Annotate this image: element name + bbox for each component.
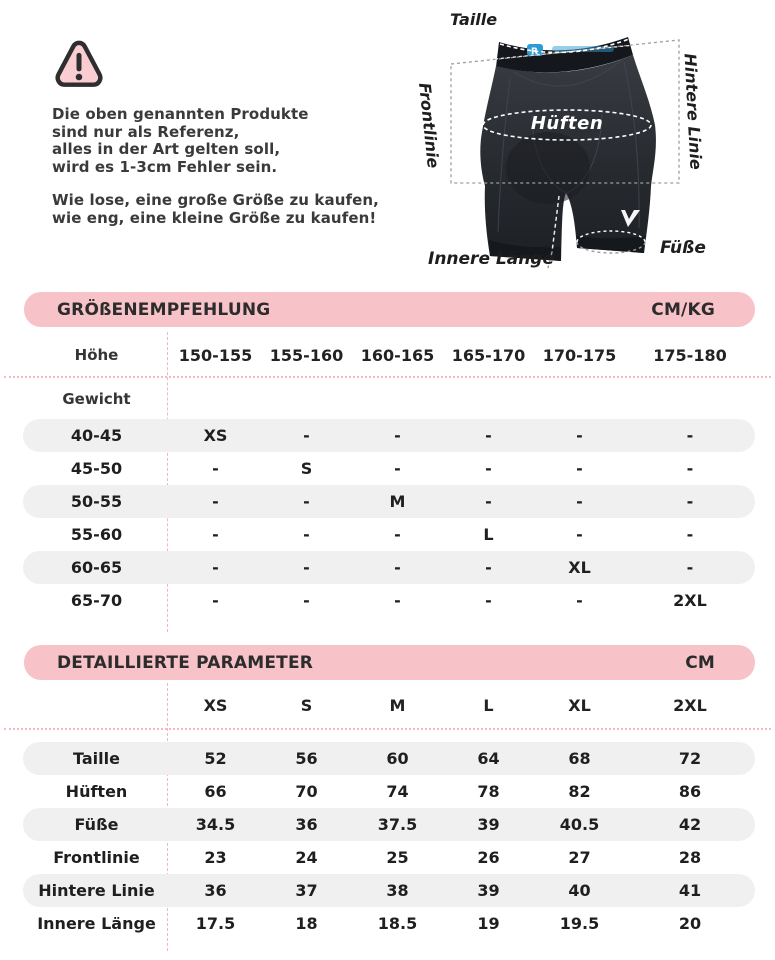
row-label: 65-70 [70, 591, 123, 610]
table-cell: - [576, 459, 583, 478]
table-cell: 23 [204, 848, 227, 867]
table-cell: 36 [295, 815, 318, 834]
table-cell: 72 [678, 749, 702, 768]
table-cell: 19.5 [559, 914, 600, 933]
table-cell: - [212, 459, 219, 478]
table-cell: 74 [386, 782, 409, 801]
dotted-divider [4, 376, 771, 378]
table-cell: - [303, 525, 310, 544]
table-cell: - [303, 426, 310, 445]
table-cell: XL [568, 558, 591, 577]
table-cell: 78 [477, 782, 500, 801]
table-cell: 86 [678, 782, 702, 801]
hueften-label: Hüften [530, 113, 604, 134]
table-cell: - [212, 558, 219, 577]
table-cell: - [576, 525, 583, 544]
table-cell: M [389, 492, 406, 511]
shorts-illustration [400, 0, 775, 290]
size-header-row [23, 689, 755, 721]
fuesse-label: Füße [660, 238, 706, 258]
notice-line: Die oben genannten Produkte [52, 105, 309, 123]
frontlinie-label: Frontlinie [415, 81, 443, 170]
table-cell: - [212, 525, 219, 544]
size-recommendation-rows [23, 419, 755, 617]
table-cell: - [394, 426, 401, 445]
weight-axis-row [23, 380, 755, 418]
table-cell: S [300, 459, 313, 478]
table-row [23, 551, 755, 584]
table-row [23, 742, 755, 775]
shorts-measurement-diagram [400, 0, 775, 290]
table-cell: - [394, 459, 401, 478]
table-cell: 24 [295, 848, 318, 867]
column-header: 170-175 [542, 345, 617, 365]
chamois-pad [506, 132, 590, 204]
table-cell: - [394, 558, 401, 577]
row-label: Taille [73, 749, 120, 768]
table-cell: 36 [204, 881, 227, 900]
table-cell: 39 [477, 815, 500, 834]
table-cell: - [212, 492, 219, 511]
warning-triangle-icon [54, 36, 104, 94]
table-cell: XS [203, 426, 228, 445]
column-header: M [389, 695, 406, 715]
table-cell: - [485, 426, 492, 445]
table-row [23, 874, 755, 907]
detailed-parameters-table [0, 645, 775, 960]
notice-line: sind nur als Referenz, [52, 122, 240, 141]
table-cell: - [394, 591, 401, 610]
row-label: Hüften [65, 782, 128, 801]
table-cell: 56 [295, 749, 318, 768]
hintere-linie-label: Hintere Linie [680, 52, 706, 171]
table-cell: - [686, 558, 694, 577]
table-cell: 37 [295, 881, 318, 900]
table-cell: - [394, 525, 401, 544]
notice-line: wie eng, eine kleine Größe zu kaufen! [52, 208, 377, 227]
table-cell: 27 [568, 848, 591, 867]
table-cell: 70 [295, 782, 318, 801]
size-recommendation-table [0, 292, 775, 644]
table-row [23, 775, 755, 808]
table-cell: 60 [386, 749, 409, 768]
height-axis-label: Höhe [74, 346, 119, 364]
table-row [23, 584, 755, 617]
table-cell: - [576, 426, 583, 445]
table-cell: - [212, 591, 219, 610]
table-cell: 28 [678, 848, 702, 867]
table-cell: 18.5 [377, 914, 418, 933]
column-header: XS [203, 695, 228, 715]
column-header: 2XL [673, 695, 707, 715]
innere-laenge-label: Innere Länge [428, 249, 554, 269]
table-cell: 26 [477, 848, 500, 867]
height-header-row [23, 339, 755, 371]
table-cell: - [576, 492, 583, 511]
row-label: 60-65 [70, 558, 123, 577]
table-row [23, 485, 755, 518]
table-cell: 41 [678, 881, 702, 900]
table-cell: 20 [678, 914, 702, 933]
table-cell: - [485, 459, 492, 478]
param-table-title: DETAILLIERTE PARAMETER [57, 652, 314, 673]
table-row [23, 808, 755, 841]
column-header: L [483, 695, 494, 715]
table-cell: - [303, 591, 310, 610]
table-row [23, 518, 755, 551]
size-table-banner [24, 292, 755, 327]
table-cell: 64 [477, 749, 500, 768]
table-cell: 17.5 [195, 914, 236, 933]
row-label: Füße [74, 815, 119, 834]
table-cell: - [485, 492, 492, 511]
notice-line: Wie lose, eine große Größe zu kaufen, [52, 191, 379, 209]
column-header: 165-170 [451, 345, 526, 365]
row-label: 50-55 [70, 492, 123, 511]
row-label: Frontlinie [53, 848, 140, 867]
table-cell: - [303, 558, 310, 577]
table-cell: 25 [386, 848, 409, 867]
table-cell: 19 [477, 914, 500, 933]
detailed-parameters-rows [23, 742, 755, 940]
row-label: 40-45 [70, 426, 123, 445]
column-header: XL [568, 695, 591, 715]
column-header: 175-180 [653, 345, 727, 365]
table-cell: - [686, 459, 694, 478]
table-cell: - [686, 525, 694, 544]
taille-label: Taille [450, 10, 498, 29]
table-row [23, 419, 755, 452]
table-cell: 66 [204, 782, 227, 801]
table-cell: 38 [386, 881, 409, 900]
table-cell: - [485, 591, 492, 610]
notice-block [52, 36, 412, 227]
table-cell: - [303, 492, 310, 511]
notice-paragraph-2 [52, 192, 412, 227]
table-cell: 68 [568, 749, 591, 768]
table-cell: - [686, 492, 694, 511]
table-cell: 34.5 [195, 815, 236, 834]
size-table-unit: CM/KG [651, 299, 715, 320]
column-header: S [300, 695, 313, 715]
table-cell: 18 [295, 914, 318, 933]
param-table-banner [24, 645, 755, 680]
column-header: 150-155 [178, 345, 253, 365]
table-cell: 52 [204, 749, 227, 768]
notice-paragraph-1 [52, 106, 412, 176]
table-cell: 42 [678, 815, 702, 834]
table-cell: 40.5 [559, 815, 600, 834]
dotted-divider [4, 728, 771, 730]
table-cell: 39 [477, 881, 500, 900]
table-cell: 2XL [673, 591, 707, 610]
row-label: 55-60 [70, 525, 123, 544]
column-header: 160-165 [360, 345, 435, 365]
param-table-unit: CM [685, 652, 715, 673]
table-cell: - [576, 591, 583, 610]
table-cell: 40 [568, 881, 591, 900]
table-cell: 37.5 [377, 815, 418, 834]
weight-axis-label: Gewicht [62, 390, 131, 408]
column-header: 155-160 [269, 345, 344, 365]
row-label: Hintere Linie [38, 881, 155, 900]
table-cell: - [485, 558, 492, 577]
table-cell: 82 [568, 782, 591, 801]
notice-line: alles in der Art gelten soll, [52, 140, 281, 158]
row-label: 45-50 [70, 459, 123, 478]
row-label: Innere Länge [37, 914, 156, 933]
size-table-title: GRÖßENEMPFEHLUNG [57, 299, 271, 320]
table-row [23, 452, 755, 485]
svg-text:R: R [531, 47, 538, 57]
table-cell: - [686, 426, 694, 445]
table-row [23, 907, 755, 940]
table-cell: L [483, 525, 494, 544]
table-row [23, 841, 755, 874]
notice-line: wird es 1-3cm Fehler sein. [52, 157, 278, 176]
